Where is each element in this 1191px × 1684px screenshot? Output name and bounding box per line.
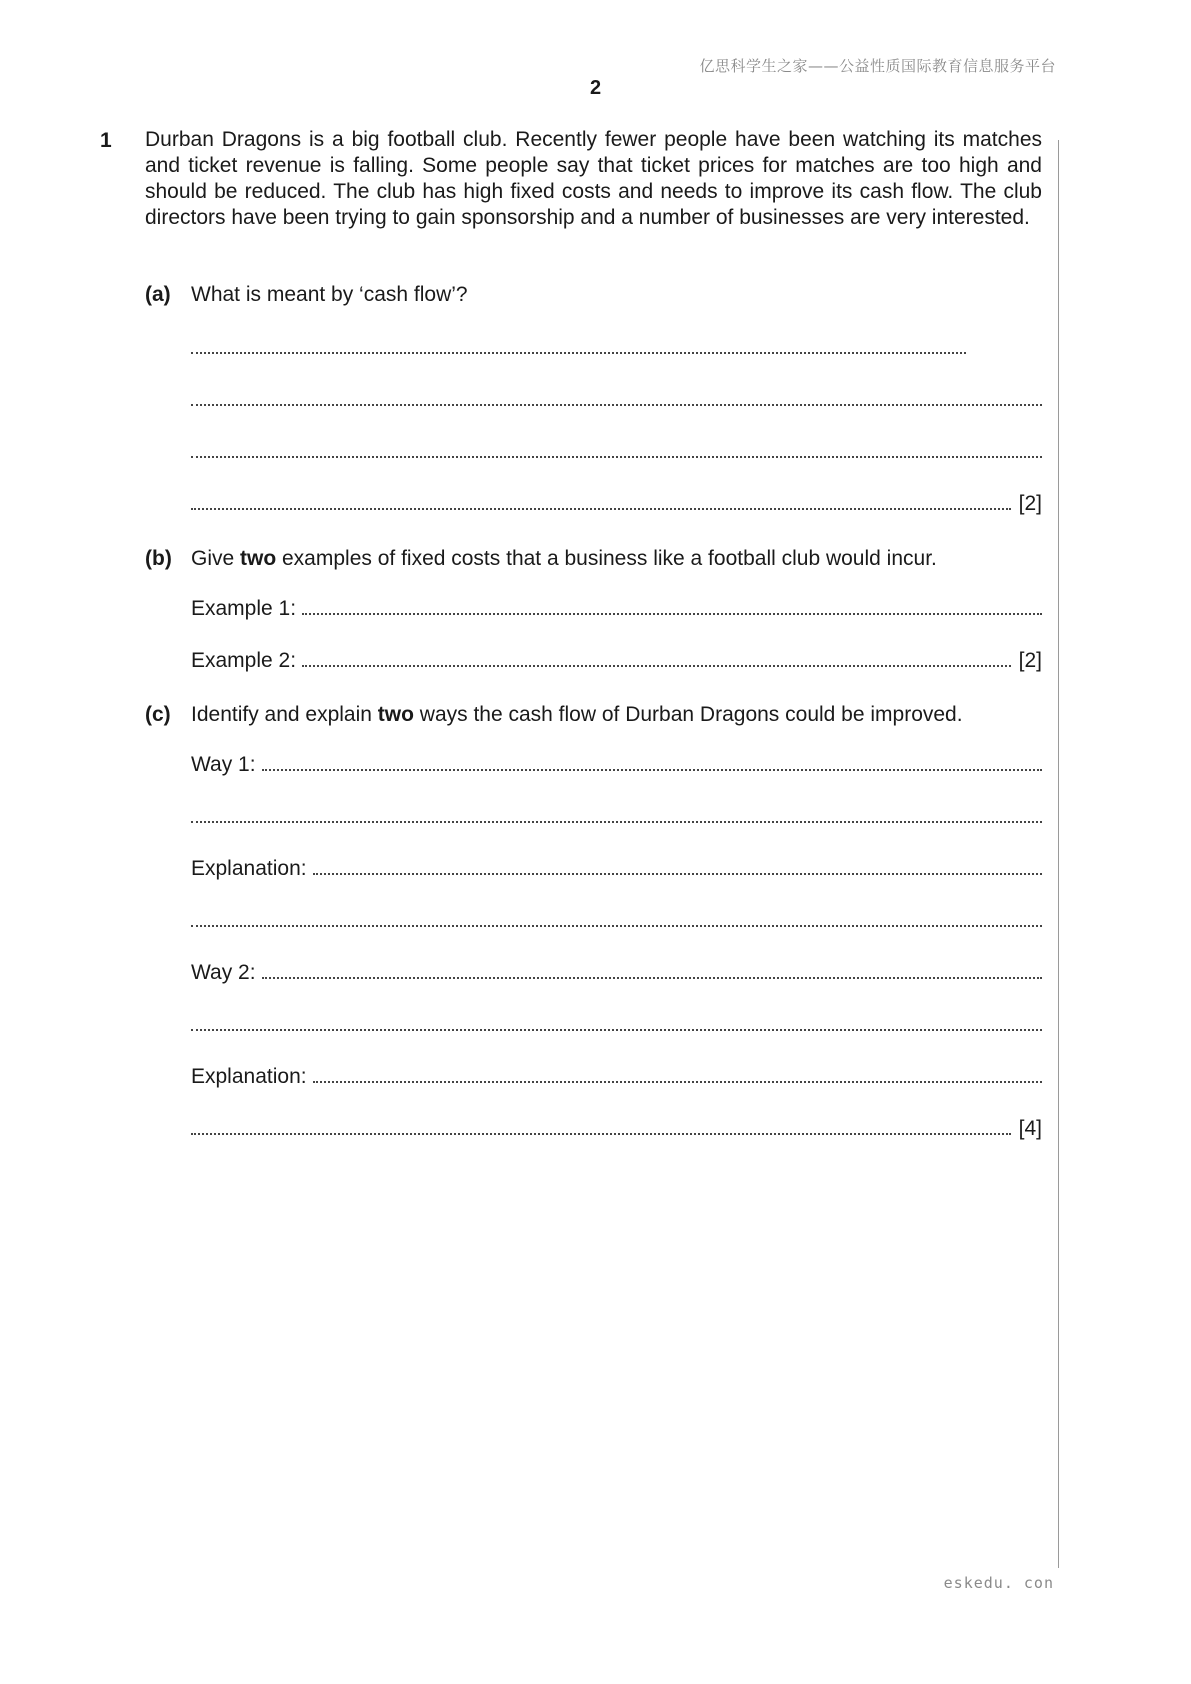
part-a-answer-line-1[interactable] <box>191 332 966 360</box>
part-a-answer-line-2[interactable] <box>191 384 1042 412</box>
part-c-text-bold: two <box>377 703 414 726</box>
part-c-explanation-2-line[interactable] <box>191 1061 1042 1089</box>
explanation-2-label: Explanation: <box>191 1065 307 1088</box>
part-a-question: What is meant by ‘cash flow’? <box>191 283 468 306</box>
part-c-explanation-1-line[interactable] <box>191 853 1042 881</box>
page-number: 2 <box>589 77 602 99</box>
part-c-way-2-line[interactable] <box>191 957 1042 985</box>
part-c-text-after: ways the cash flow of Durban Dragons could be improved. <box>413 703 963 726</box>
footer-watermark: eskedu. con <box>943 1574 1054 1592</box>
part-c-way-1-continuation-line[interactable] <box>191 801 1042 829</box>
part-c-label: (c) <box>145 703 171 726</box>
example-2-label: Example 2: <box>191 649 297 672</box>
part-c-question <box>191 703 963 727</box>
dotted-line <box>191 352 966 354</box>
dotted-line <box>191 1029 1042 1031</box>
dotted-line <box>191 404 1042 406</box>
part-a-answer-line-4[interactable] <box>191 488 1042 516</box>
dotted-line <box>262 977 1042 979</box>
dotted-line <box>191 508 1011 510</box>
dotted-line <box>191 456 1042 458</box>
dotted-line <box>191 925 1042 927</box>
part-a-label: (a) <box>145 283 171 306</box>
part-c-explanation-1-continuation-line[interactable] <box>191 905 1042 933</box>
part-b-label: (b) <box>145 547 172 570</box>
part-c-text-before: Identify and explain <box>191 703 378 726</box>
part-a-mark: [2] <box>1018 492 1042 515</box>
part-c-way-1-line[interactable] <box>191 749 1042 777</box>
way-1-label: Way 1: <box>191 753 256 776</box>
part-b-mark: [2] <box>1018 649 1042 672</box>
question-stem: Durban Dragons is a big football club. Recently fewer people have been watching its matches and ticket revenue is falling. Some people say that ticket prices for matches are too high and should be reduced. The club has high fixed costs and needs to improve its cash flow. The club directors have been trying to gain sponsorship and a number of businesses are very interested. <box>145 128 1042 229</box>
part-c-explanation-2-continuation-line[interactable] <box>191 1113 1042 1141</box>
header-watermark: 亿思科学生之家——公益性质国际教育信息服务平台 <box>699 57 1056 75</box>
dotted-line <box>302 613 1042 615</box>
part-c-way-2-continuation-line[interactable] <box>191 1009 1042 1037</box>
dotted-line <box>191 821 1042 823</box>
dotted-line <box>262 769 1042 771</box>
part-c-mark: [4] <box>1018 1117 1042 1140</box>
part-b-example-2-line[interactable] <box>191 645 1042 673</box>
way-2-label: Way 2: <box>191 961 256 984</box>
part-b-text-before: Give <box>191 547 241 570</box>
dotted-line <box>313 1081 1042 1083</box>
part-b-text-bold: two <box>240 547 277 570</box>
margin-rule <box>1058 140 1059 1568</box>
part-b-text-after: examples of fixed costs that a business like a football club would incur. <box>276 547 937 570</box>
dotted-line <box>191 1133 1011 1135</box>
part-b-example-1-line[interactable] <box>191 593 1042 621</box>
question-number: 1 <box>100 129 112 152</box>
dotted-line <box>302 665 1011 667</box>
explanation-1-label: Explanation: <box>191 857 307 880</box>
example-1-label: Example 1: <box>191 597 297 620</box>
part-b-question <box>191 547 937 571</box>
part-a-answer-line-3[interactable] <box>191 436 1042 464</box>
dotted-line <box>313 873 1042 875</box>
